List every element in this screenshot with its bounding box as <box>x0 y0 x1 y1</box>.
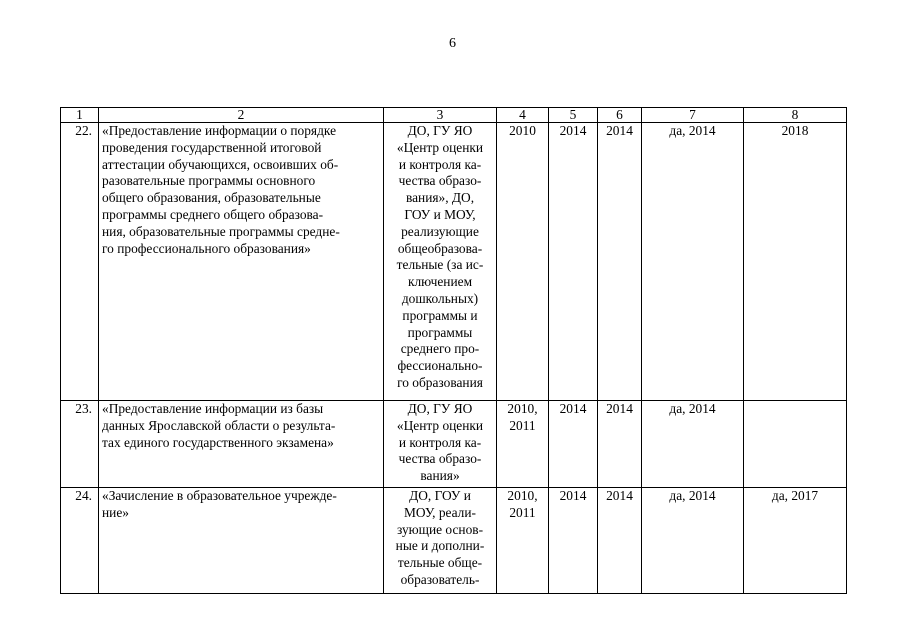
column-header: 3 <box>384 108 497 123</box>
col8-cell: да, 2017 <box>744 488 847 594</box>
col6-cell: 2014 <box>598 488 642 594</box>
column-header: 5 <box>549 108 598 123</box>
col4-cell: 2010, 2011 <box>497 488 549 594</box>
column-header: 2 <box>99 108 384 123</box>
executor-cell: ДО, ГОУ и МОУ, реали- зующие основ- ные и дополни- тельные обще- образователь- <box>384 488 497 594</box>
table-row <box>61 401 847 488</box>
col8-cell <box>744 401 847 488</box>
service-name: «Зачисление в образовательное учрежде- ние» <box>99 488 384 594</box>
column-header: 4 <box>497 108 549 123</box>
page-number: 6 <box>449 36 456 51</box>
service-name: «Предоставление информации о порядке проведения государственной итоговой аттестации обучающихся, освоивших об- разовательные программы основного общего образования, образовательные программы среднего общего образова- ния, образовательные программы средне- го профессионального образования» <box>99 123 384 401</box>
column-header: 7 <box>642 108 744 123</box>
column-header: 8 <box>744 108 847 123</box>
col6-cell: 2014 <box>598 123 642 401</box>
row-number: 22. <box>61 123 99 401</box>
table-row <box>61 488 847 594</box>
service-name: «Предоставление информации из базы данных Ярославской области о результа- тах единого государственного экзамена» <box>99 401 384 488</box>
col4-cell: 2010 <box>497 123 549 401</box>
col5-cell: 2014 <box>549 488 598 594</box>
column-header: 1 <box>61 108 99 123</box>
col8-cell: 2018 <box>744 123 847 401</box>
services-table <box>60 107 847 594</box>
col7-cell: да, 2014 <box>642 488 744 594</box>
table-row <box>61 123 847 401</box>
row-number: 24. <box>61 488 99 594</box>
column-header: 6 <box>598 108 642 123</box>
col5-cell: 2014 <box>549 123 598 401</box>
row-number: 23. <box>61 401 99 488</box>
col7-cell: да, 2014 <box>642 401 744 488</box>
col6-cell: 2014 <box>598 401 642 488</box>
col5-cell: 2014 <box>549 401 598 488</box>
col7-cell: да, 2014 <box>642 123 744 401</box>
table-header-row <box>61 108 847 123</box>
executor-cell: ДО, ГУ ЯО «Центр оценки и контроля ка- чества образо- вания», ДО, ГОУ и МОУ, реализующие общеобразова- тельные (за ис- ключением дошкольных) программы и программы среднего про- фессионально- го образования <box>384 123 497 401</box>
col4-cell: 2010, 2011 <box>497 401 549 488</box>
executor-cell: ДО, ГУ ЯО «Центр оценки и контроля ка- чества образо- вания» <box>384 401 497 488</box>
